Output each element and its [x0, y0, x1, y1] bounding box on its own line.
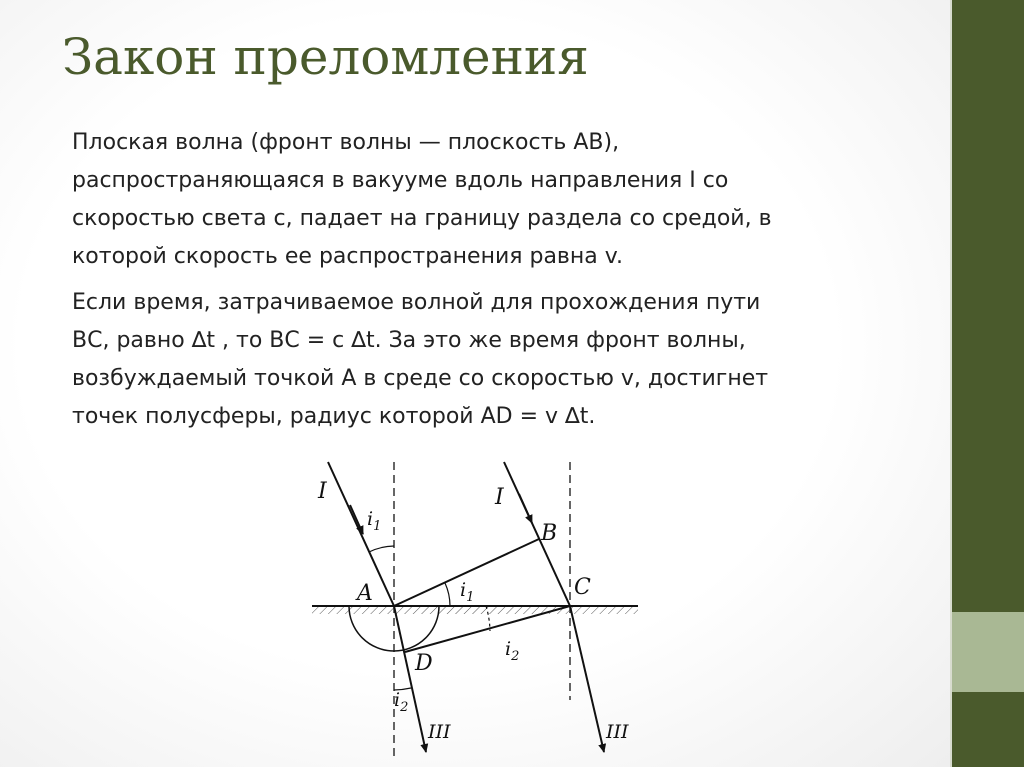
label-ray-I-left: I	[318, 479, 327, 504]
refraction-diagram	[300, 450, 650, 767]
paragraph-line: Если время, затрачиваемое волной для прохождения пути	[72, 290, 761, 315]
label-angle-i1-mid: $i_1$	[460, 579, 475, 605]
sidebar-dark-band-bottom	[950, 692, 1024, 767]
paragraph-2	[72, 284, 932, 436]
sidebar-divider	[950, 0, 952, 767]
refracted-ray-right	[570, 606, 604, 752]
label-point-C: C	[574, 575, 591, 600]
label-point-D: D	[415, 651, 433, 676]
angle-arc-i1-mid	[445, 583, 450, 606]
medium-hatching	[312, 606, 638, 614]
label-ray-III-right: III	[606, 721, 629, 743]
incident-ray-right	[504, 462, 570, 606]
label-ray-I-right: I	[495, 485, 504, 510]
label-angle-i1-left: $i_1$	[367, 508, 382, 534]
sidebar-dark-band	[950, 0, 1024, 612]
paragraph-line: скоростью света с, падает на границу раздела со средой, в	[72, 206, 772, 231]
slide-title: Закон преломления	[62, 28, 589, 86]
paragraph-line: точек полусферы, радиус которой AD = v ∆t.	[72, 404, 596, 429]
paragraph-line: возбуждаемый точкой А в среде со скоростью v, достигнет	[72, 366, 769, 391]
paragraph-1	[72, 124, 932, 276]
paragraph-line: ВС, равно ∆t , то ВС = с ∆t. За это же время фронт волны,	[72, 328, 746, 353]
label-ray-III-left: III	[428, 721, 451, 743]
sidebar-light-band	[950, 612, 1024, 692]
incident-arrow-right	[519, 494, 532, 523]
label-angle-i2-left: $i_2$	[394, 689, 409, 715]
paragraph-line: распространяющаяся в вакууме вдоль направления I со	[72, 168, 729, 193]
label-point-A: A	[357, 581, 373, 606]
incident-arrow-left	[350, 505, 363, 534]
label-angle-i2-mid: $i_2$	[505, 638, 520, 664]
paragraph-line: Плоская волна (фронт волны — плоскость АВ),	[72, 130, 620, 155]
slide-body	[72, 124, 932, 444]
angle-arc-i1-left	[369, 546, 394, 552]
paragraph-line: которой скорость ее распространения равна v.	[72, 244, 624, 269]
refracted-ray-left	[394, 606, 426, 752]
label-point-B: B	[541, 521, 558, 546]
